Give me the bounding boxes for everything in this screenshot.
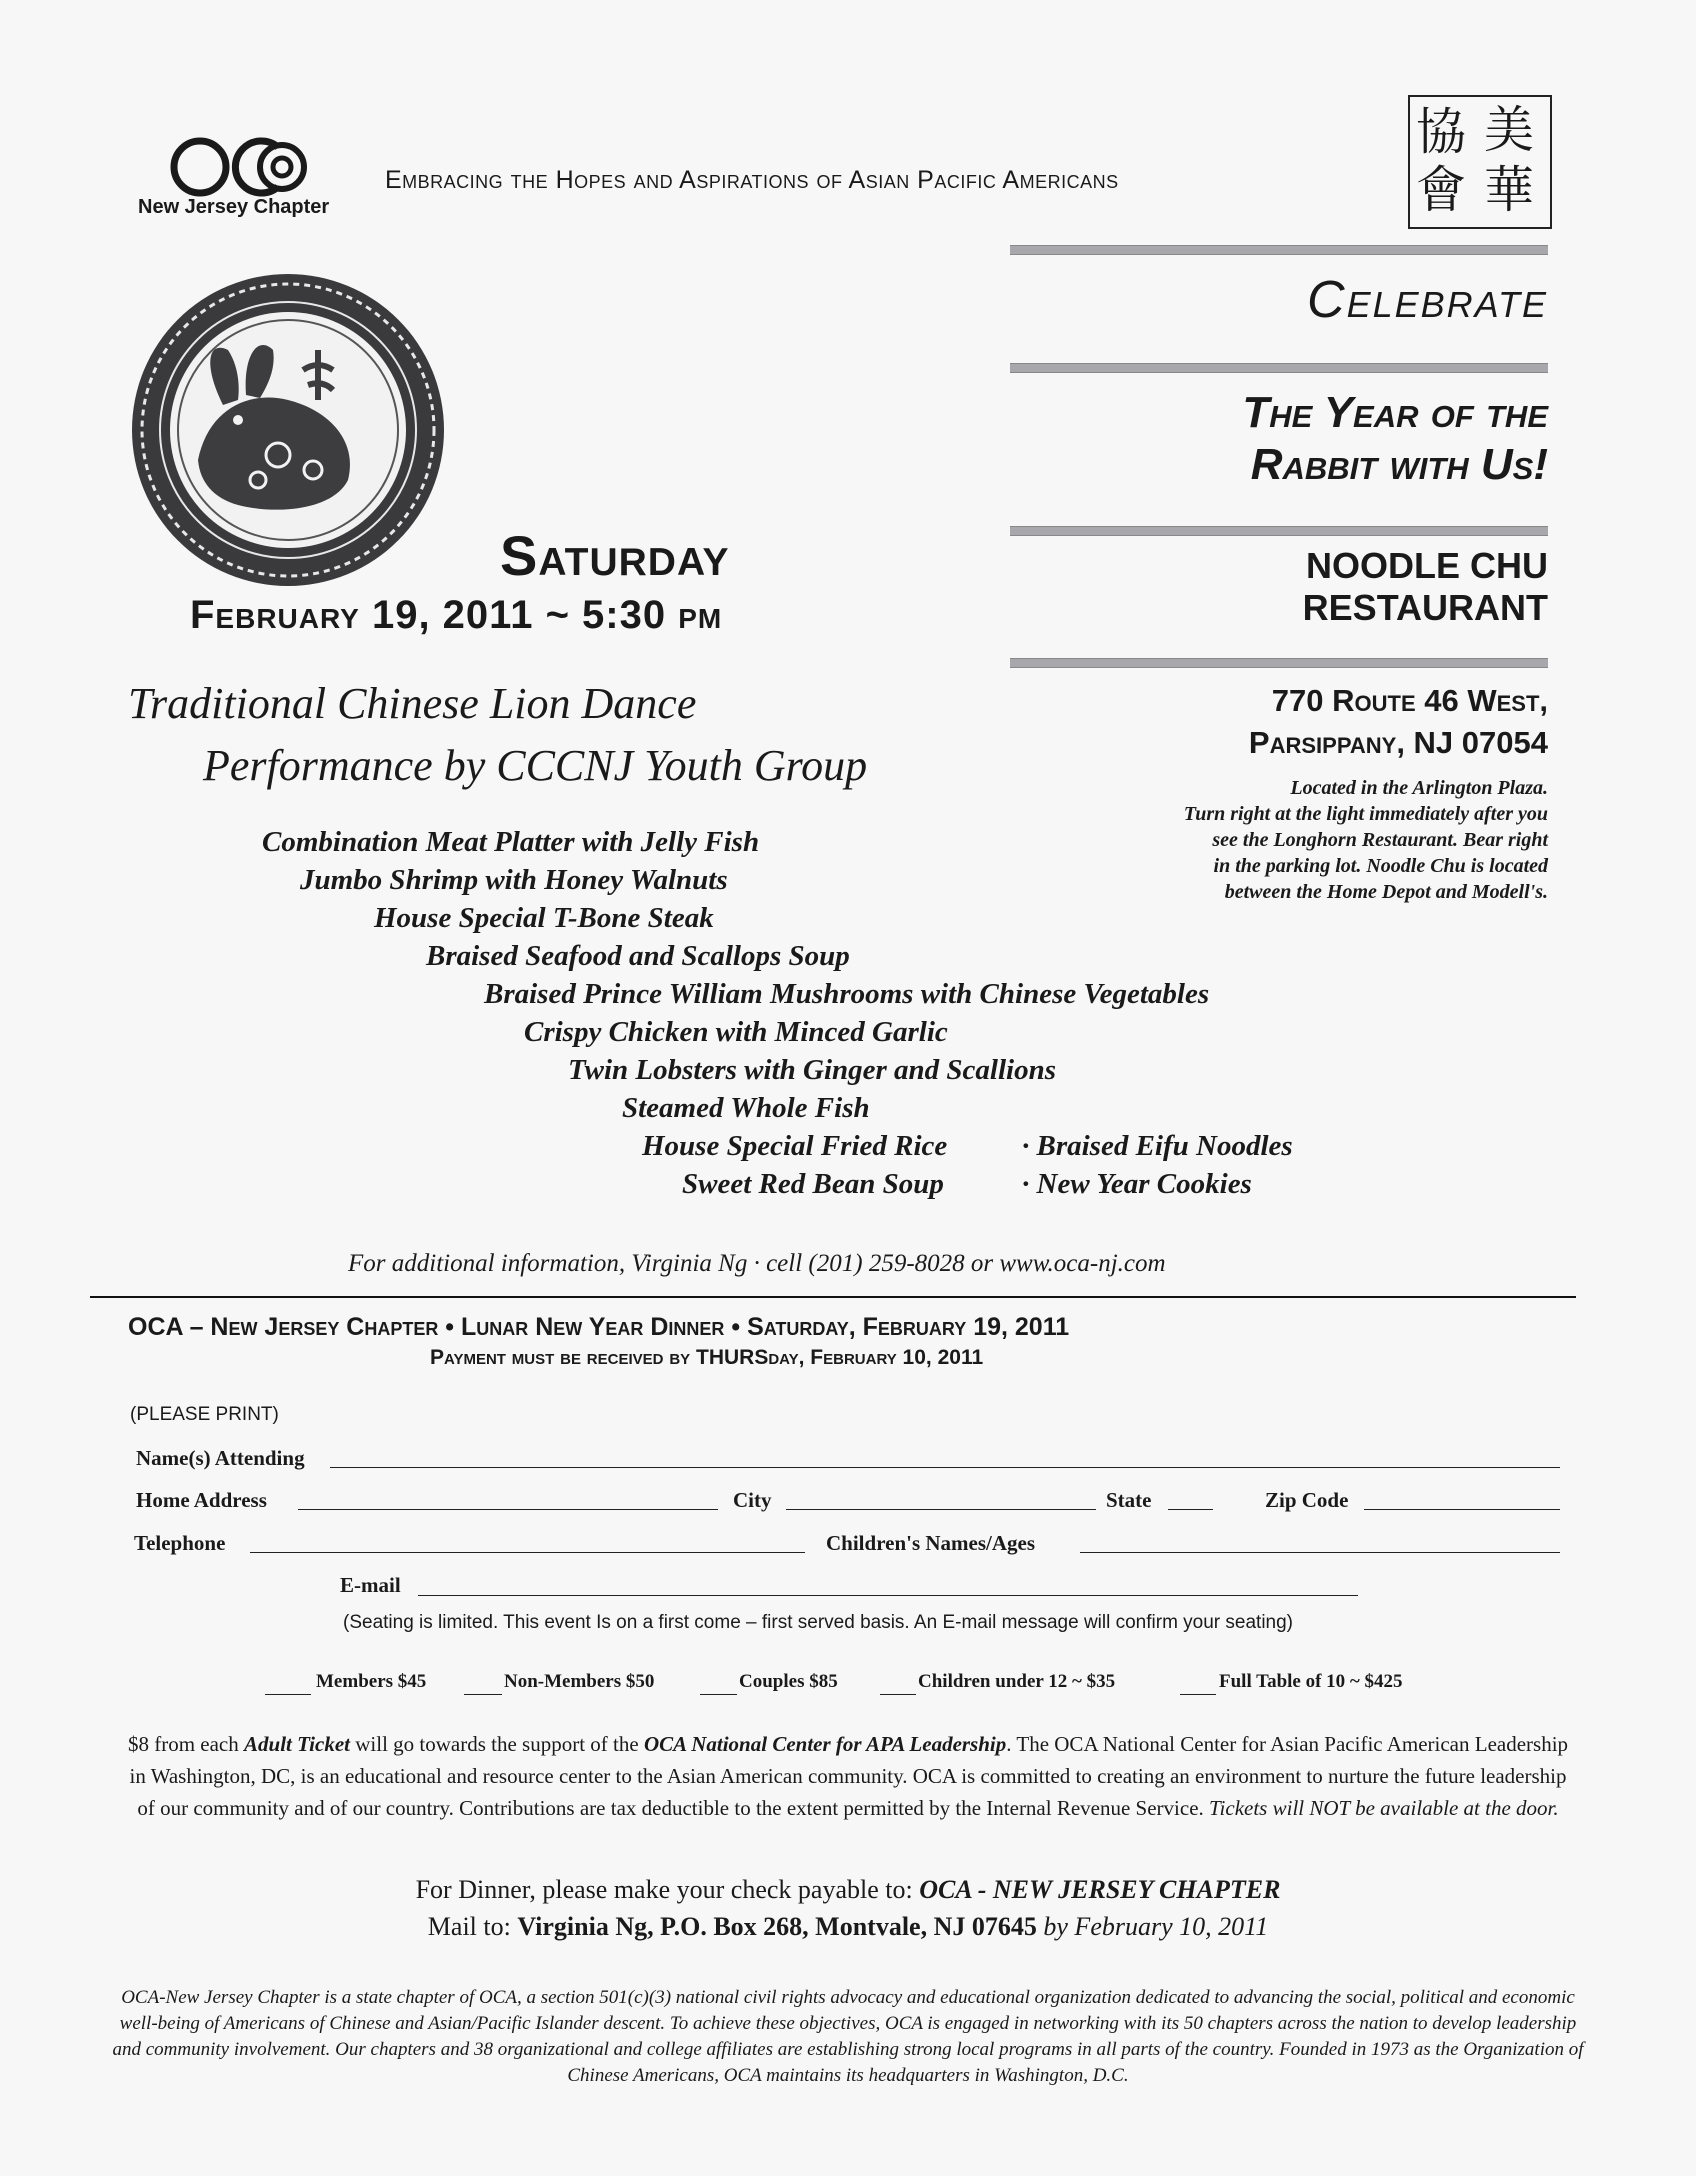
restaurant-address: [1249, 680, 1548, 764]
menu-item: · Braised Eifu Noodles: [1022, 1130, 1293, 1162]
event-day: Saturday: [500, 524, 730, 587]
year-heading-line2: Rabbit with Us!: [1250, 440, 1548, 489]
directions-line: between the Home Depot and Modell's.: [1224, 881, 1548, 903]
leadership-paragraph: [120, 1728, 1576, 1824]
divider-rule: [1010, 658, 1548, 668]
menu-item: Jumbo Shrimp with Honey Walnuts: [300, 864, 728, 896]
email-label: E-mail: [340, 1573, 401, 1597]
home-address-field[interactable]: [298, 1509, 718, 1510]
lion-dance-line1: Traditional Chinese Lion Dance: [128, 679, 697, 728]
city-field[interactable]: [786, 1509, 1096, 1510]
directions-line: Turn right at the light immediately after you: [1183, 803, 1548, 825]
divider-rule: [1010, 363, 1548, 373]
lion-dance-line2: Performance by CCCNJ Youth Group: [203, 741, 868, 790]
contact-info: For additional information, Virginia Ng · cell (201) 259-8028 or www.oca-nj.com: [348, 1250, 1166, 1277]
menu-item: Braised Prince William Mushrooms with Chinese Vegetables: [484, 978, 1210, 1010]
members-checkbox-line[interactable]: [265, 1694, 311, 1695]
names-attending-label: Name(s) Attending: [136, 1446, 305, 1470]
full-table-checkbox-line[interactable]: [1180, 1694, 1216, 1695]
footer-about: OCA-New Jersey Chapter is a state chapter of OCA, a section 501(c)(3) national civil rights advocacy and educational organization dedicated to advancing the social, political and economic well-being of Americans of Chinese and Asian/Pacific Islander descent. To achieve these objectives, OCA is engaged in networking with its 50 chapters across the nation to develop leadership and community involvement. Our chapters and 38 organizational and college affiliates are establishing strong local programs in all parts of the country. Founded in 1973 as the Organization of Chinese Americans, OCA maintains its headquarters in Washington, D.C.: [112, 1987, 1584, 2086]
couples-checkbox-line[interactable]: [700, 1694, 737, 1695]
price-nonmembers: Non-Members $50: [504, 1671, 655, 1692]
celebrate-heading: Celebrate: [1307, 271, 1548, 329]
price-full-table: Full Table of 10 ~ $425: [1219, 1671, 1403, 1692]
para-emphasis: Tickets will NOT be available at the door.: [1209, 1796, 1559, 1820]
menu-item: Sweet Red Bean Soup: [682, 1168, 944, 1200]
nonmembers-checkbox-line[interactable]: [464, 1694, 502, 1695]
mail-text: Mail to:: [427, 1912, 518, 1941]
price-children: Children under 12 ~ $35: [918, 1671, 1116, 1692]
price-couples: Couples $85: [739, 1671, 838, 1692]
address-line1: 770 Route 46 West,: [1271, 683, 1548, 718]
directions-line: see the Longhorn Restaurant. Bear right: [1212, 829, 1548, 851]
home-address-label: Home Address: [136, 1488, 267, 1512]
mail-to-line: [0, 1912, 1696, 1942]
para-text: $8 from each: [127, 1732, 245, 1756]
char-2: 美: [1484, 101, 1534, 159]
please-print-note: (PLEASE PRINT): [130, 1404, 279, 1425]
para-text: . The OCA National Center for Asian Pacific American Leadership in Washington, DC, is an educational and resource center to the Asian American community. OCA is committed to creating an environment to nurture the future leadership of our community and of our country. Contributions are tax deductible to the extent permitted by the Internal Revenue Service.: [129, 1732, 1569, 1820]
zip-code-field[interactable]: [1364, 1509, 1560, 1510]
para-emphasis: Adult Ticket: [244, 1732, 350, 1756]
mail-deadline: by February 10, 2011: [1036, 1912, 1269, 1941]
telephone-field[interactable]: [250, 1552, 805, 1553]
telephone-label: Telephone: [134, 1531, 226, 1555]
menu-item: Crispy Chicken with Minced Garlic: [524, 1016, 948, 1048]
restaurant-line2: RESTAURANT: [1302, 587, 1548, 628]
payment-deadline: Payment must be received by THURSday, February 10, 2011: [430, 1346, 984, 1369]
state-label: State: [1106, 1488, 1152, 1512]
menu-item: · New Year Cookies: [1022, 1168, 1252, 1200]
menu-item: House Special Fried Rice: [642, 1130, 948, 1162]
divider-rule: [1010, 245, 1548, 255]
para-emphasis: OCA National Center for APA Leadership: [643, 1732, 1007, 1756]
names-attending-field[interactable]: [330, 1467, 1560, 1468]
menu-item: Twin Lobsters with Ginger and Scallions: [568, 1054, 1057, 1086]
city-label: City: [733, 1488, 772, 1512]
char-1: 協: [1416, 103, 1466, 161]
para-text: will go towards the support of the: [349, 1732, 644, 1756]
directions: [1048, 775, 1548, 905]
directions-line: Located in the Arlington Plaza.: [1290, 777, 1548, 799]
chinese-characters-box: [1408, 95, 1552, 229]
children-field[interactable]: [1080, 1552, 1560, 1553]
restaurant-name: [1303, 545, 1548, 629]
check-payee: OCA - NEW JERSEY CHAPTER: [919, 1875, 1281, 1904]
restaurant-line1: NOODLE CHU: [1306, 545, 1548, 586]
char-3: 會: [1416, 161, 1466, 219]
zip-code-label: Zip Code: [1265, 1488, 1349, 1512]
children-checkbox-line[interactable]: [880, 1694, 916, 1695]
seating-note: (Seating is limited. This event Is on a first come – first served basis. An E-mail message will confirm your seating): [343, 1612, 1294, 1633]
form-title: OCA – New Jersey Chapter • Lunar New Year Dinner • Saturday, February 19, 2011: [128, 1313, 1070, 1341]
children-label: Children's Names/Ages: [826, 1531, 1036, 1555]
menu-item: Steamed Whole Fish: [622, 1092, 870, 1124]
tagline: Embracing the Hopes and Aspirations of Asian Pacific Americans: [385, 166, 1119, 194]
logo-subtitle: New Jersey Chapter: [138, 196, 330, 218]
address-line2: Parsippany, NJ 07054: [1248, 725, 1548, 760]
price-members: Members $45: [316, 1671, 427, 1692]
event-datetime: February 19, 2011 ~ 5:30 pm: [190, 593, 723, 637]
check-payable-line: [0, 1875, 1696, 1905]
menu-item: Braised Seafood and Scallops Soup: [426, 940, 850, 972]
divider-rule: [1010, 526, 1548, 536]
check-text: For Dinner, please make your check payable to:: [415, 1875, 920, 1904]
directions-line: in the parking lot. Noodle Chu is located: [1213, 855, 1548, 877]
menu-item: Combination Meat Platter with Jelly Fish: [262, 826, 760, 858]
char-4: 華: [1484, 161, 1534, 219]
mail-address: Virginia Ng, P.O. Box 268, Montvale, NJ 07645: [517, 1912, 1037, 1941]
section-divider: [90, 1296, 1576, 1298]
menu-item: House Special T-Bone Steak: [374, 902, 714, 934]
email-field[interactable]: [418, 1595, 1358, 1596]
rabbit-medallion-image: [128, 270, 448, 590]
year-heading-line1: The Year of the: [1242, 388, 1548, 437]
state-field[interactable]: [1168, 1509, 1213, 1510]
logo-text: OCA: [160, 133, 163, 134]
